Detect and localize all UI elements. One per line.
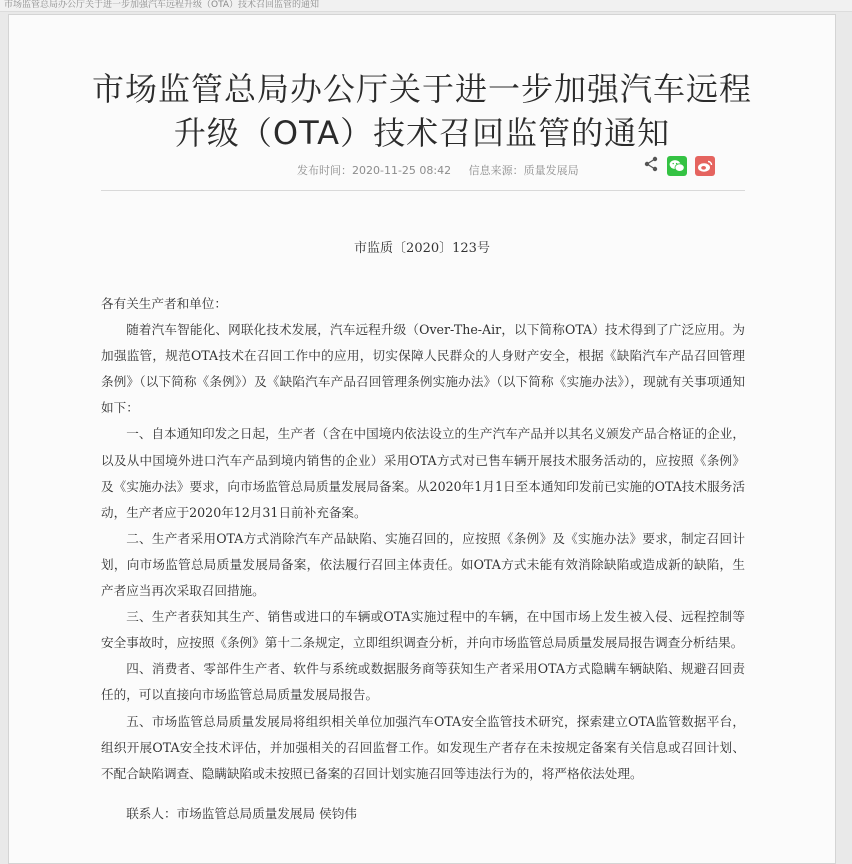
page-title-line-1: 市场监管总局办公厅关于进一步加强汽车远程 [91, 70, 752, 108]
header-divider [101, 190, 745, 191]
contact-line: 联系人：市场监管总局质量发展局 侯钧伟 [126, 805, 357, 821]
paragraph-4: 四、消费者、零部件生产者、软件与系统或数据服务商等获知生产者采用OTA方式隐瞒车辆缺陷、规避召回责任的，可以直接向市场监管总局质量发展局报告。 [101, 661, 745, 703]
share-icon[interactable] [643, 156, 659, 176]
weibo-share-icon[interactable] [695, 156, 715, 176]
publish-time: 发布时间：2020-11-25 08:42 [297, 164, 452, 177]
wechat-share-icon[interactable] [667, 156, 687, 176]
paragraph-2: 二、生产者采用OTA方式消除汽车产品缺陷、实施召回的，应按照《条例》及《实施办法》要求，制定召回计划，向市场监管总局质量发展局备案，依法履行召回主体责任。如OTA方式未能有效消除缺陷或造成新的缺陷，生产者应当再次采取召回措施。 [101, 530, 745, 599]
article-body [101, 291, 745, 827]
paragraph-1: 一、自本通知印发之日起，生产者（含在中国境内依法设立的生产汽车产品并以其名义颁发产品合格证的企业，以及从中国境外进口汽车产品到境内销售的企业）采用OTA方式对已售车辆开展技术服务活动的，应按照《条例》及《实施办法》要求，向市场监管总局质量发展局备案。从2020年1月1日至本通知印发前已实施的OTA技术服务活动，生产者应于2020年12月31日前补充备案。 [101, 426, 745, 520]
paragraph-5: 五、市场监管总局质量发展局将组织相关单位加强汽车OTA安全监管技术研究，探索建立OTA监管数据平台，组织开展OTA安全技术评估，并加强相关的召回监督工作。如发现生产者存在未按规定备案有关信息或召回计划、不配合缺陷调查、隐瞒缺陷或未按照已备案的召回计划实施召回等违法行为的，将严格依法处理。 [101, 713, 745, 781]
document-number: 市监质〔2020〕123号 [354, 241, 490, 256]
info-source: 信息来源：质量发展局 [468, 164, 579, 177]
paragraph-intro: 随着汽车智能化、网联化技术发展，汽车远程升级（Over-The-Air，以下简称OTA）技术得到了广泛应用。为加强监管，规范OTA技术在召回工作中的应用，切实保障人民群众的人身财产安全，根据《缺陷汽车产品召回管理条例》（以下简称《条例》）及《缺陷汽车产品召回管理条例实施办法》（以下简称《实施办法》），现就有关事项通知如下： [101, 322, 745, 416]
browser-top-strip: 市场监管总局办公厅关于进一步加强汽车远程升级（OTA）技术召回监管的通知 [0, 0, 852, 12]
article-meta [297, 162, 593, 178]
paragraph-3: 三、生产者获知其生产、销售或进口的车辆或OTA实施过程中的车辆，在中国市场上发生被入侵、远程控制等安全事故时，应按照《条例》第十二条规定，立即组织调查分析，并向市场监管总局质量发展局报告调查分析结果。 [101, 609, 745, 651]
page-title-line-2: 升级（OTA）技术召回监管的通知 [173, 114, 671, 152]
article-page [8, 14, 836, 864]
salutation: 各有关生产者和单位： [101, 296, 227, 311]
share-bar [643, 156, 715, 176]
